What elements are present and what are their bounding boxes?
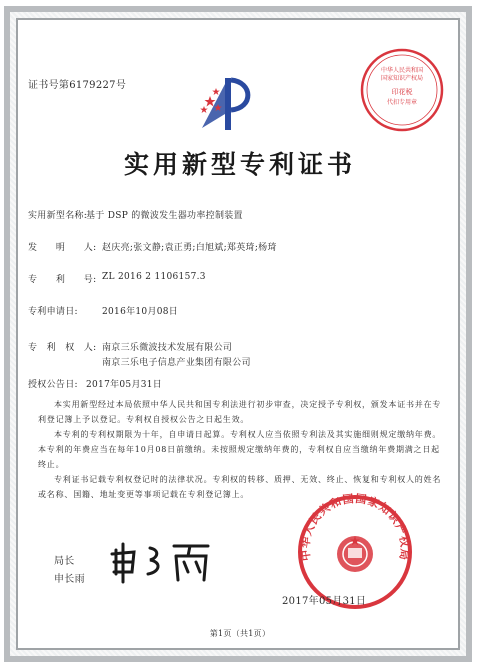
tax-seal-stamp: [358, 46, 446, 134]
patentee-2: 南京三乐电子信息产业集团有限公司: [102, 358, 251, 368]
patent-number: ZL 2016 2 1106157.3: [102, 272, 206, 282]
svg-text:国家知识产权局: 国家知识产权局: [380, 75, 424, 82]
page-footer: 第1页（共1页）: [209, 629, 271, 638]
legal-paragraph-2: 本专利的专利权期限为十年，自申请日起算。专利权人应当依照专利法及其实施细则规定缴纳年费。本专利的年费应当在每年10月08日前缴纳。未按照规定缴纳年费的，专利权自应当缴纳年费期满之日起终止。: [38, 430, 442, 469]
certificate-title: 实用新型专利证书: [123, 150, 356, 179]
utility-model-name: 基于 DSP 的微波发生器功率控制装置: [86, 211, 243, 221]
inventor-label: 发 明 人:: [28, 243, 97, 253]
director-title: 局长: [54, 556, 75, 567]
svg-text:中华人民共和国国家知识产权局: 中华人民共和国国家知识产权局: [298, 492, 412, 562]
legal-paragraph-1: 本实用新型经过本局依照中华人民共和国专利法进行初步审查，决定授予专利权，颁发本证书并在专利登记簿上予以登记。专利权自授权公告之日起生效。: [38, 400, 442, 424]
svg-text:代扣专用章: 代扣专用章: [386, 99, 418, 106]
utility-model-name-label: 实用新型名称:: [28, 211, 88, 221]
application-date: 2016年10月08日: [102, 307, 179, 317]
application-date-label: 专利申请日:: [28, 307, 78, 317]
legal-paragraph-3: 专利证书记载专利权登记时的法律状况。专利权的转移、质押、无效、终止、恢复和专利权人的姓名或名称、国籍、地址变更等事项记载在专利登记簿上。: [38, 475, 442, 499]
sipo-logo: [198, 74, 258, 134]
svg-text:印花税: 印花税: [391, 88, 413, 96]
seal-date: 2017年05月31日: [282, 596, 367, 607]
certificate-number: 证书号第6179227号: [28, 80, 127, 91]
patentee-1: 南京三乐微波技术发展有限公司: [102, 343, 233, 353]
director-name: 申长雨: [54, 574, 85, 585]
inventors: 赵庆亮;张文静;袁正勇;白旭斌;郑英琦;杨琦: [102, 243, 277, 253]
director-signature: [108, 538, 218, 586]
grant-date: 2017年05月31日: [86, 380, 163, 390]
svg-text:中华人民共和国: 中华人民共和国: [380, 67, 424, 74]
grant-date-label: 授权公告日:: [28, 380, 78, 390]
patentee-label: 专 利 权 人:: [28, 343, 97, 353]
patent-number-label: 专 利 号:: [28, 275, 97, 285]
